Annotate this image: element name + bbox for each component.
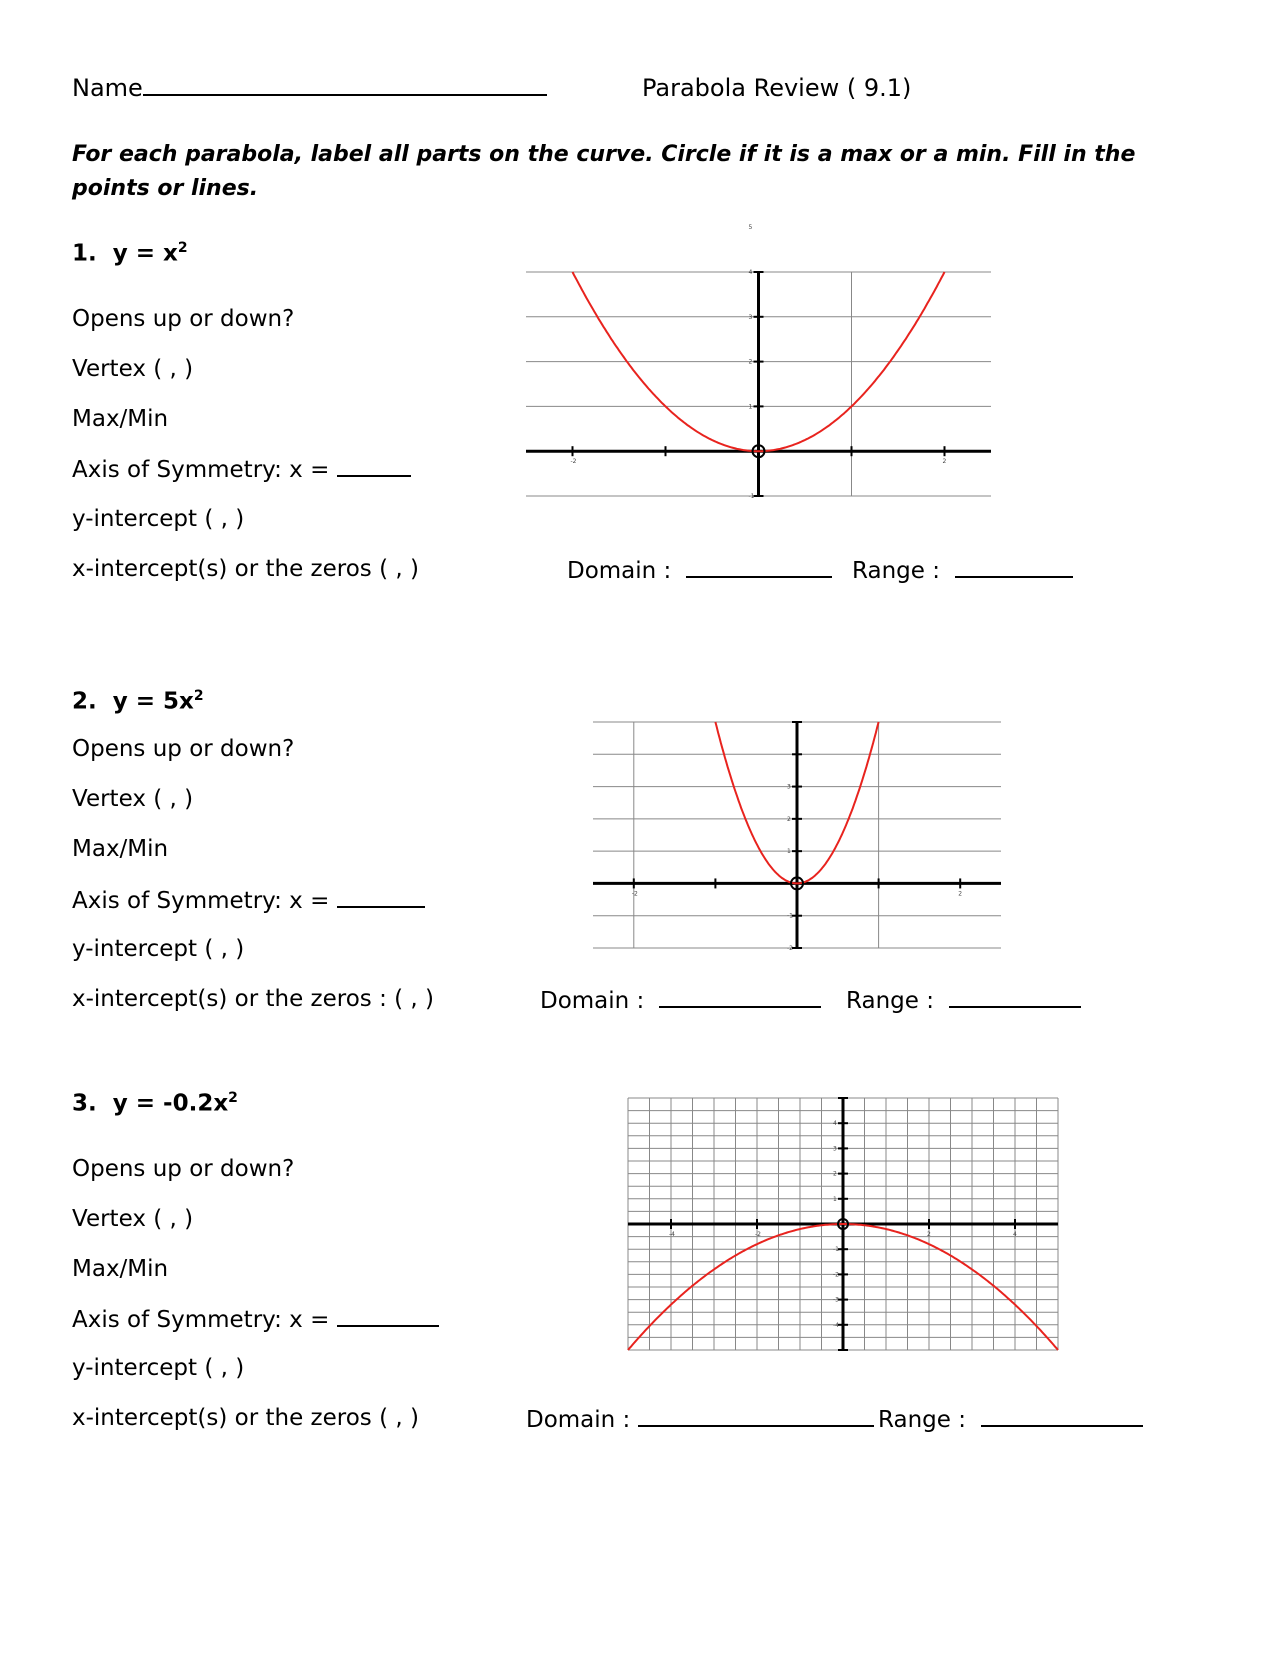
problem-1-vertex: Vertex ( , ) [72,356,194,382]
y-tick-label: -1 [833,1246,839,1254]
problem-2-axis-blank[interactable] [337,886,425,908]
x-tick-label: -2 [755,1231,761,1238]
x-tick-label: 4 [1013,1231,1017,1238]
y-tick-label: -2 [833,1271,839,1279]
problem-3-vertex: Vertex ( , ) [72,1206,194,1232]
name-blank[interactable] [143,74,547,96]
problem-1-domain-blank[interactable] [686,556,832,578]
problem-3-axis-blank[interactable] [337,1305,439,1327]
y-tick-label: -1 [787,912,793,920]
y-tick-label: 2 [787,815,791,823]
graph-2-axes [593,722,1001,948]
x-tick-label: -2 [570,458,577,466]
problem-2-xint: x-intercept(s) or the zeros : ( , ) [72,986,435,1012]
problem-2-maxmin: Max/Min [72,836,169,862]
x-tick-label: -2 [631,890,638,898]
y-tick-label: 2 [833,1170,837,1178]
problem-1-axis: Axis of Symmetry: x = [72,455,411,483]
x-tick-label: 2 [927,1231,931,1238]
problem-2-vertex: Vertex ( , ) [72,786,194,812]
problem-2-domain-blank[interactable] [659,986,821,1008]
y-tick-label: 2 [748,358,753,366]
y-tick-label: 1 [748,403,753,411]
problem-3-equation: 3. $y = -0.2x^2$ [72,1090,238,1117]
problem-1-xint: x-intercept(s) or the zeros ( , ) [72,556,419,582]
problem-3-maxmin: Max/Min [72,1256,169,1282]
y-tick-label: 3 [748,313,753,321]
y-tick-label: 3 [833,1145,837,1153]
y-tick-label: -4 [833,1321,839,1329]
problem-2-range-blank[interactable] [949,986,1081,1008]
y-tick-label: 3 [787,783,791,791]
problem-2-axis: Axis of Symmetry: x = [72,886,425,914]
problem-1-equation: 1. $y = x^2$ [72,240,188,267]
problem-1-axis-blank[interactable] [337,455,411,477]
y-tick-label: 4 [833,1120,837,1128]
problem-2-opens: Opens up or down? [72,736,295,762]
x-tick-label: 2 [942,458,947,466]
problem-1-yint: y-intercept ( , ) [72,506,245,532]
problem-1-opens: Opens up or down? [72,306,295,332]
problem-1-range: Range : [852,556,1073,584]
problem-3-opens: Opens up or down? [72,1156,295,1182]
problem-1-maxmin: Max/Min [72,406,169,432]
y-tick-label: 1 [787,848,791,856]
problem-3-range-blank[interactable] [981,1405,1143,1427]
graph-2 [593,722,1001,952]
graph-1 [526,224,991,500]
problem-1-range-blank[interactable] [955,556,1073,578]
problem-3-yint: y-intercept ( , ) [72,1355,245,1381]
graph-1-axes [526,272,991,496]
y-tick-label: 5 [748,224,753,232]
worksheet-title: Parabola Review ( 9.1) [642,74,912,102]
problem-3-domain: Domain : [526,1405,874,1433]
x-tick-label: -4 [669,1231,675,1238]
problem-2-yint: y-intercept ( , ) [72,936,245,962]
problem-2-equation: 2. $y = 5x^2$ [72,688,204,715]
graph-3 [628,1098,1058,1350]
y-tick-label: 1 [833,1195,837,1203]
problem-3-axis: Axis of Symmetry: x = [72,1305,439,1333]
problem-2-range: Range : [846,986,1081,1014]
problem-2-domain: Domain : [540,986,821,1014]
problem-3-range: Range : [878,1405,1143,1433]
problem-1-domain: Domain : [567,556,832,584]
name-label: Name [72,74,143,102]
y-tick-label: -2 [787,945,793,952]
instructions: For each parabola, label all parts on the curve. Circle if it is a max or a min. Fill in the points or lines. [72,142,1136,201]
problem-3-xint: x-intercept(s) or the zeros ( , ) [72,1405,419,1431]
x-tick-label: 2 [958,890,963,898]
problem-3-domain-blank[interactable] [638,1405,874,1427]
name-field[interactable] [72,74,547,102]
y-tick-label: -3 [833,1296,839,1304]
y-tick-label: -1 [748,493,755,500]
y-tick-label: 4 [748,269,753,276]
